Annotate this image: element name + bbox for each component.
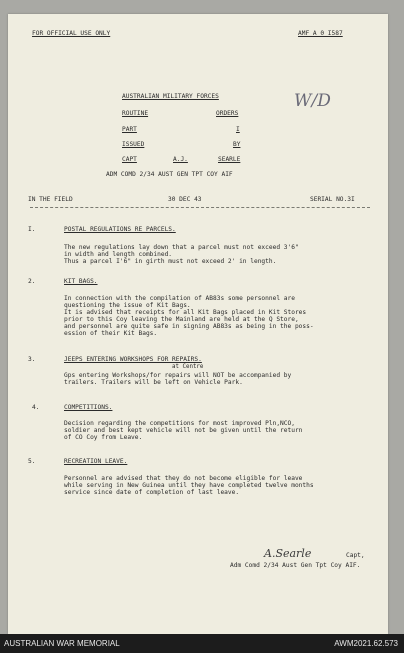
item-line: Personnel are advised that they do not become eligible for leave: [64, 475, 303, 482]
location: IN THE FIELD: [28, 196, 73, 203]
item-title: RECREATION LEAVE.: [64, 458, 128, 465]
divider: [30, 207, 370, 208]
archive-reference: AWM2021.62.573: [334, 639, 398, 648]
item-line: while serving in New Guinea until they have completed twelve months: [64, 482, 314, 489]
header-unit: ADM COMD 2/34 AUST GEN TPT COY AIF: [106, 171, 233, 178]
item-line: in width and length combined.: [64, 251, 173, 258]
handwritten-annotation: W/D: [294, 91, 331, 111]
item-title: KIT BAGS.: [64, 278, 98, 285]
form-number: AMF A 0 I587: [298, 30, 343, 37]
header-title: AUSTRALIAN MILITARY FORCES: [122, 93, 219, 100]
item-line: The new regulations lay down that a parcel must not exceed 3'6": [64, 244, 299, 251]
header-part-number: I: [236, 126, 240, 133]
item-line: It is advised that receipts for all Kit Bags placed in Kit Stores: [64, 309, 307, 316]
item-line: of CO Coy from Leave.: [64, 434, 143, 441]
item-number: 2.: [28, 278, 36, 285]
header-orders: ORDERS: [216, 110, 239, 117]
item-line: Decision regarding the competitions for most improved Pln,NCO,: [64, 420, 295, 427]
header-issued: ISSUED: [122, 141, 145, 148]
item-title: JEEPS ENTERING WORKSHOPS FOR REPAIRS.: [64, 356, 202, 363]
item-number: I.: [28, 226, 36, 233]
item-line: Thus a parcel I'6" in girth must not exceed 2' in length.: [64, 258, 277, 265]
document-page: [8, 14, 388, 634]
handwritten-insert: at Centre: [172, 364, 204, 370]
header-routine: ROUTINE: [122, 110, 149, 117]
header-part: PART: [122, 126, 137, 133]
item-line: prior to this Coy leaving the Mainland are held at the Q Store,: [64, 316, 299, 323]
archive-footer: [0, 634, 404, 653]
item-line: ession of their Kit Bags.: [64, 330, 158, 337]
header-initials: A.J.: [173, 156, 188, 163]
item-number: 4.: [32, 404, 40, 411]
item-number: 3.: [28, 356, 36, 363]
date: 30 DEC 43: [168, 196, 202, 203]
header-name: SEARLE: [218, 156, 241, 163]
header-capt: CAPT: [122, 156, 137, 163]
item-line: service since date of completion of last leave.: [64, 489, 240, 496]
serial-number: SERIAL NO.3I: [310, 196, 355, 203]
item-number: 5.: [28, 458, 36, 465]
item-line: In connection with the compilation of AB83s some personnel are: [64, 295, 295, 302]
signature-rank: Capt,: [346, 552, 365, 559]
archive-name: AUSTRALIAN WAR MEMORIAL: [4, 639, 120, 648]
item-line: and personnel are quite safe in signing AB83s as being in the poss-: [64, 323, 314, 330]
signature-unit: Adm Comd 2/34 Aust Gen Tpt Coy AIF.: [230, 562, 361, 569]
item-line: soldier and best kept vehicle will not be given until the return: [64, 427, 303, 434]
item-title: COMPETITIONS.: [64, 404, 113, 411]
classification-label: FOR OFFICIAL USE ONLY: [32, 30, 111, 37]
item-line: trailers. Trailers will be left on Vehicle Park.: [64, 379, 243, 386]
item-title: POSTAL REGULATIONS RE PARCELS.: [64, 226, 176, 233]
item-line: questioning the issue of Kit Bags.: [64, 302, 191, 309]
header-by: BY: [233, 141, 241, 148]
item-line: Gps entering Workshops/for repairs will NOT be accompanied by: [64, 372, 292, 379]
signature: A.Searle: [264, 547, 312, 560]
